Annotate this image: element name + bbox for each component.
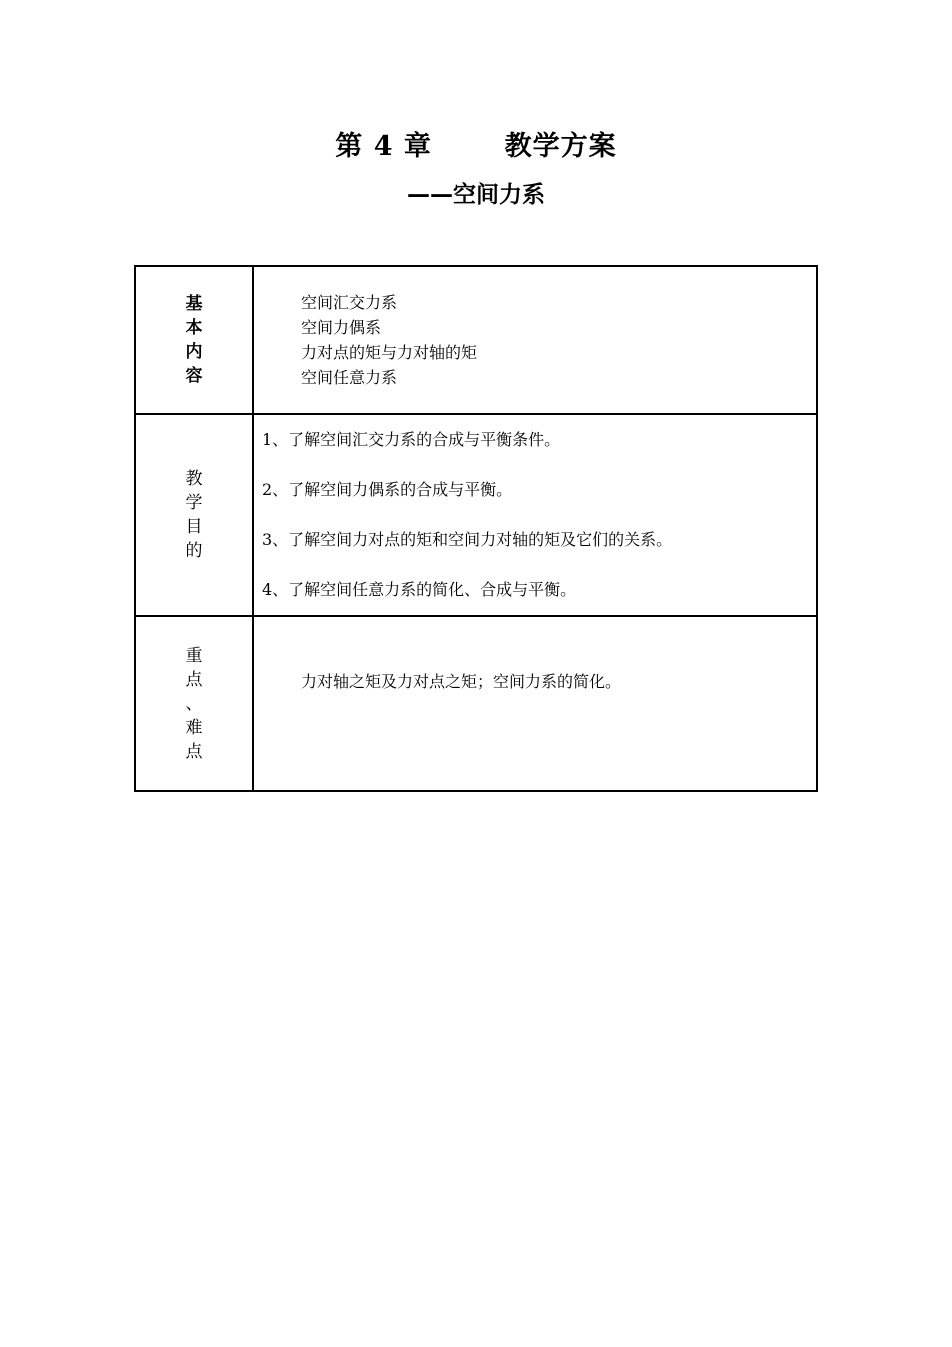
label-char: 重 [185,645,203,666]
label-char: 教 [185,469,203,489]
list-item: 力对点的矩与力对轴的矩 [301,343,478,362]
teaching-goals-label [186,467,203,563]
label-char: 容 [185,366,203,386]
page-subtitle: ——空间力系 [407,182,545,208]
label-char: 、 [185,693,203,714]
label-char: 难 [185,717,203,738]
list-item: 4、了解空间任意力系的简化、合成与平衡。 [262,580,577,599]
list-item: 空间汇交力系 [301,293,398,312]
key-points-cell [253,616,817,791]
teaching-goals-row [135,414,817,616]
teaching-plan-table [134,265,818,792]
label-char: 目 [185,517,203,537]
key-points-row [135,616,817,791]
basic-content-label [186,292,203,388]
teaching-goals-cell [253,414,817,616]
label-char: 点 [185,669,203,690]
basic-content-list [254,290,816,390]
label-char: 点 [185,741,203,762]
basic-content-row [135,266,817,414]
key-points-label [186,644,203,764]
teaching-goals-list [254,415,816,615]
key-points-label-cell [135,616,253,791]
label-char: 内 [185,342,203,362]
page-title: 第 4 章 教学方案 [335,131,617,162]
list-item: 空间任意力系 [301,368,398,387]
list-item: 3、了解空间力对点的矩和空间力对轴的矩及它们的关系。 [262,530,673,549]
basic-content-cell [253,266,817,414]
list-item: 1、了解空间汇交力系的合成与平衡条件。 [262,430,561,449]
label-char: 本 [185,318,203,338]
basic-content-label-cell [135,266,253,414]
label-char: 学 [185,493,203,513]
teaching-goals-label-cell [135,414,253,616]
list-item: 2、了解空间力偶系的合成与平衡。 [262,480,513,499]
list-item: 空间力偶系 [301,318,382,337]
label-char: 基 [185,294,203,314]
key-points-text: 力对轴之矩及力对点之矩；空间力系的简化。 [301,672,622,691]
label-char: 的 [185,541,203,561]
